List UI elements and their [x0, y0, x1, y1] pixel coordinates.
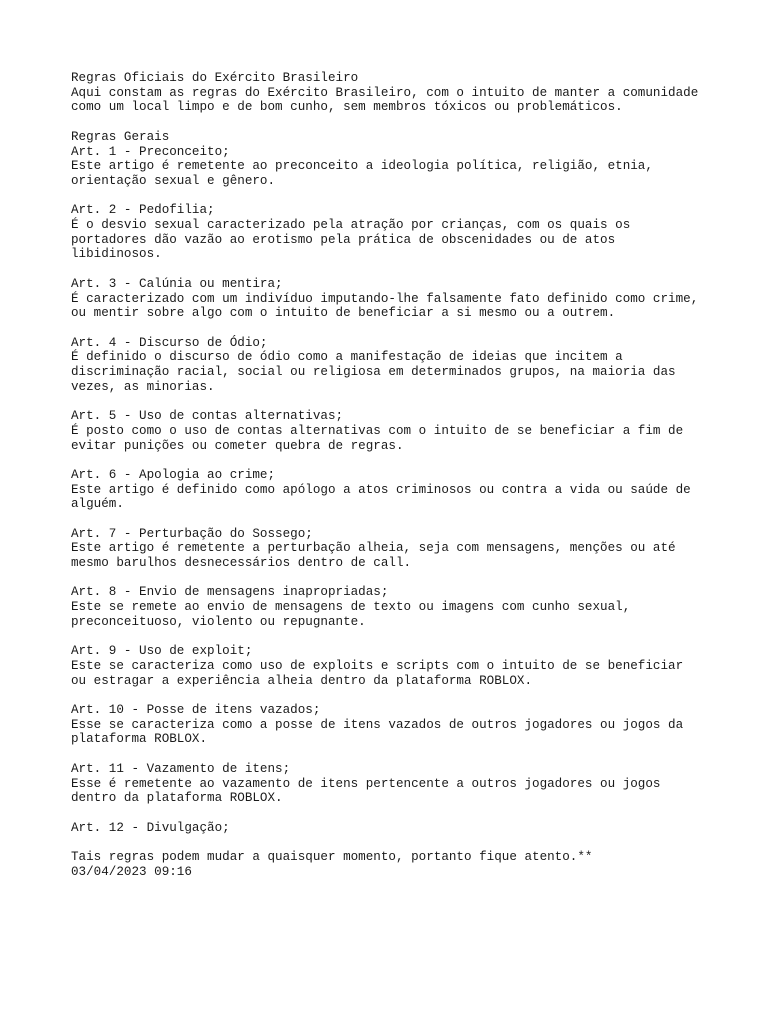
article-text-line: Este artigo é remetente a perturbação alheia, seja com mensagens, menções ou até [71, 541, 676, 556]
article-heading: Art. 2 - Pedofilia; [71, 203, 215, 218]
document-header [71, 71, 731, 115]
article-text-line: portadores dão vazão ao erotismo pela prática de obscenidades ou de atos [71, 232, 616, 247]
article-heading: Art. 4 - Discurso de Ódio; [71, 335, 268, 350]
article-heading: Art. 6 - Apologia ao crime; [71, 467, 276, 482]
article-block [71, 336, 731, 395]
document-title: Regras Oficiais do Exército Brasileiro [71, 71, 359, 85]
document-page [71, 71, 731, 879]
article-text-line: É posto como o uso de contas alternativas com o intuito de se beneficiar a fim de [71, 423, 684, 438]
article-text-line: É definido o discurso de ódio como a manifestação de ideias que incitem a [71, 350, 623, 365]
articles-list [71, 145, 731, 836]
spacer [71, 806, 731, 821]
closing-note: Tais regras podem mudar a quaisquer momento, portanto fique atento.** [71, 850, 593, 865]
section-title: Regras Gerais [71, 129, 170, 144]
spacer [71, 630, 731, 645]
article-text-line: Esse é remetente ao vazamento de itens pertencente a outros jogadores ou jogos [71, 776, 661, 791]
spacer [71, 571, 731, 586]
article-text-line: discriminação racial, social ou religiosa em determinados grupos, na maioria das [71, 365, 676, 379]
article-text-line: dentro da plataforma ROBLOX. [71, 791, 283, 806]
article-text-line: ou estragar a experiência alheia dentro da plataforma ROBLOX. [71, 673, 533, 688]
spacer [71, 189, 731, 204]
article-text-line: evitar punições ou cometer quebra de regras. [71, 438, 404, 453]
spacer [71, 321, 731, 336]
article-block [71, 277, 731, 321]
spacer [71, 115, 731, 130]
article-text-line: plataforma ROBLOX. [71, 732, 208, 747]
article-block [71, 585, 731, 629]
spacer [71, 747, 731, 762]
article-block [71, 409, 731, 453]
article-text-line: alguém. [71, 497, 124, 512]
article-block [71, 644, 731, 688]
article-text-line: ou mentir sobre algo com o intuito de beneficiar a si mesmo ou a outrem. [71, 306, 616, 321]
spacer [71, 688, 731, 703]
article-text-line: É caracterizado com um indivíduo imputando-lhe falsamente fato definido como crime, [71, 291, 699, 306]
article-heading: Art. 11 - Vazamento de itens; [71, 761, 291, 776]
article-block [71, 527, 731, 571]
intro-line: Aqui constam as regras do Exército Brasileiro, com o intuito de manter a comunidade [71, 85, 699, 100]
spacer [71, 394, 731, 409]
article-heading: Art. 1 - Preconceito; [71, 144, 230, 159]
article-heading: Art. 7 - Perturbação do Sossego; [71, 526, 313, 541]
article-text-line: libidinosos. [71, 247, 162, 262]
spacer [71, 453, 731, 468]
spacer [71, 262, 731, 277]
article-text-line: Esse se caracteriza como a posse de itens vazados de outros jogadores ou jogos da [71, 717, 684, 732]
article-block [71, 762, 731, 806]
article-heading: Art. 12 - Divulgação; [71, 820, 230, 835]
article-text-line: Este artigo é definido como apólogo a atos criminosos ou contra a vida ou saúde de [71, 482, 691, 497]
article-text-line: Este se remete ao envio de mensagens de texto ou imagens com cunho sexual, [71, 600, 631, 615]
spacer [71, 512, 731, 527]
article-block [71, 821, 731, 836]
article-text-line: É o desvio sexual caracterizado pela atração por crianças, com os quais os [71, 218, 631, 232]
article-text-line: orientação sexual e gênero. [71, 173, 276, 188]
article-heading: Art. 5 - Uso de contas alternativas; [71, 409, 344, 424]
article-text-line: mesmo barulhos desnecessários dentro de call. [71, 556, 412, 571]
spacer [71, 835, 731, 850]
article-block [71, 145, 731, 189]
article-heading: Art. 3 - Calúnia ou mentira; [71, 276, 283, 291]
article-text-line: Este se caracteriza como uso de exploits e scripts com o intuito de se beneficiar [71, 658, 684, 673]
article-heading: Art. 9 - Uso de exploit; [71, 644, 253, 659]
article-block [71, 703, 731, 747]
document-footer [71, 850, 731, 879]
article-block [71, 203, 731, 262]
article-block [71, 468, 731, 512]
article-heading: Art. 10 - Posse de itens vazados; [71, 703, 321, 718]
intro-line: como um local limpo e de bom cunho, sem membros tóxicos ou problemáticos. [71, 100, 623, 115]
article-heading: Art. 8 - Envio de mensagens inapropriadas; [71, 585, 389, 600]
article-text-line: Este artigo é remetente ao preconceito a ideologia política, religião, etnia, [71, 159, 653, 174]
article-text-line: vezes, as minorias. [71, 379, 215, 394]
article-text-line: preconceituoso, violento ou repugnante. [71, 614, 366, 629]
timestamp: 03/04/2023 09:16 [71, 864, 192, 879]
